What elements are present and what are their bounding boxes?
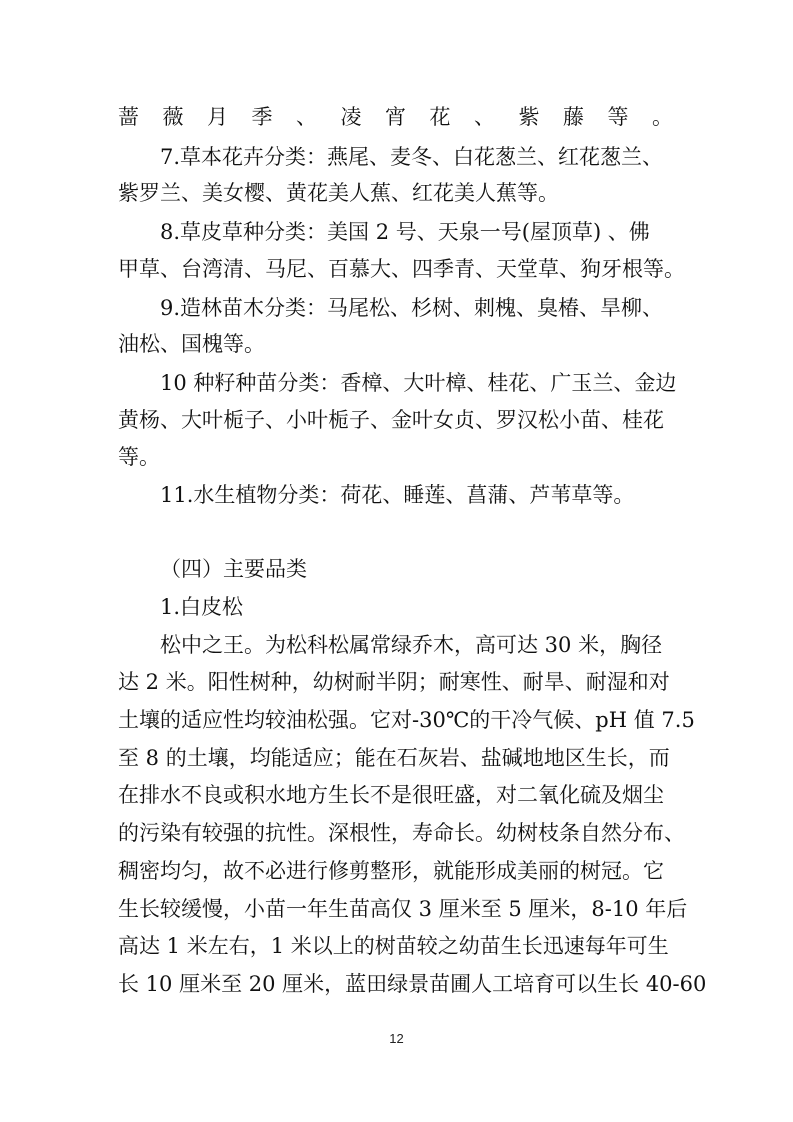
text-line: 11.水生植物分类：荷花、睡莲、菖蒲、芦苇草等。: [160, 483, 635, 507]
text-line: 达 2 米。阳性树种，幼树耐半阴；耐寒性、耐旱、耐湿和对: [118, 670, 670, 694]
text-line: 稠密均匀，故不必进行修剪整形，就能形成美丽的树冠。它: [118, 859, 664, 883]
text-line: 长 10 厘米至 20 厘米，蓝田绿景苗圃人工培育可以生长 40-60: [118, 972, 707, 996]
subsection-heading: 1.白皮松: [160, 595, 244, 619]
text-line: 油松、国槐等。: [118, 332, 265, 356]
text-line: 9.造林苗木分类：马尾松、杉树、刺槐、臭椿、旱柳、: [160, 296, 664, 320]
text-line: 8.草皮草种分类：美国 2 号、天泉一号(屋顶草) 、佛: [160, 220, 650, 244]
text-line: 至 8 的土壤，均能适应；能在石灰岩、盐碱地地区生长，而: [118, 746, 670, 770]
section-heading: （四）主要品类: [160, 557, 307, 581]
text-line: 松中之王。为松科松属常绿乔木，高可达 30 米，胸径: [160, 633, 663, 657]
text-line: 等。: [118, 445, 160, 469]
text-line: 黄杨、大叶栀子、小叶栀子、金叶女贞、罗汉松小苗、桂花: [118, 408, 664, 432]
text-line: 生长较缓慢，小苗一年生苗高仅 3 厘米至 5 厘米，8-10 年后: [118, 897, 688, 921]
text-line: 紫罗兰、美女樱、黄花美人蕉、红花美人蕉等。: [118, 181, 559, 205]
page-number: 12: [389, 1031, 404, 1046]
text-line: 蔷薇月季、凌宵花、紫藤等。: [118, 105, 673, 129]
text-line: 的污染有较强的抗性。深根性，寿命长。幼树枝条自然分布、: [118, 821, 685, 845]
text-line: 在排水不良或积水地方生长不是很旺盛，对二氧化硫及烟尘: [118, 783, 664, 807]
text-line: 7.草本花卉分类：燕尾、麦冬、白花葱兰、红花葱兰、: [160, 145, 664, 169]
text-line: 土壤的适应性均较油松强。它对-30℃的干冷气候、pH 值 7.5: [118, 708, 695, 732]
text-line: 高达 1 米左右，1 米以上的树苗较之幼苗生长迅速每年可生: [118, 934, 669, 958]
text-line: 甲草、台湾清、马尼、百慕大、四季青、天堂草、狗牙根等。: [118, 257, 685, 281]
text-line: 10 种籽种苗分类：香樟、大叶樟、桂花、广玉兰、金边: [160, 371, 677, 395]
